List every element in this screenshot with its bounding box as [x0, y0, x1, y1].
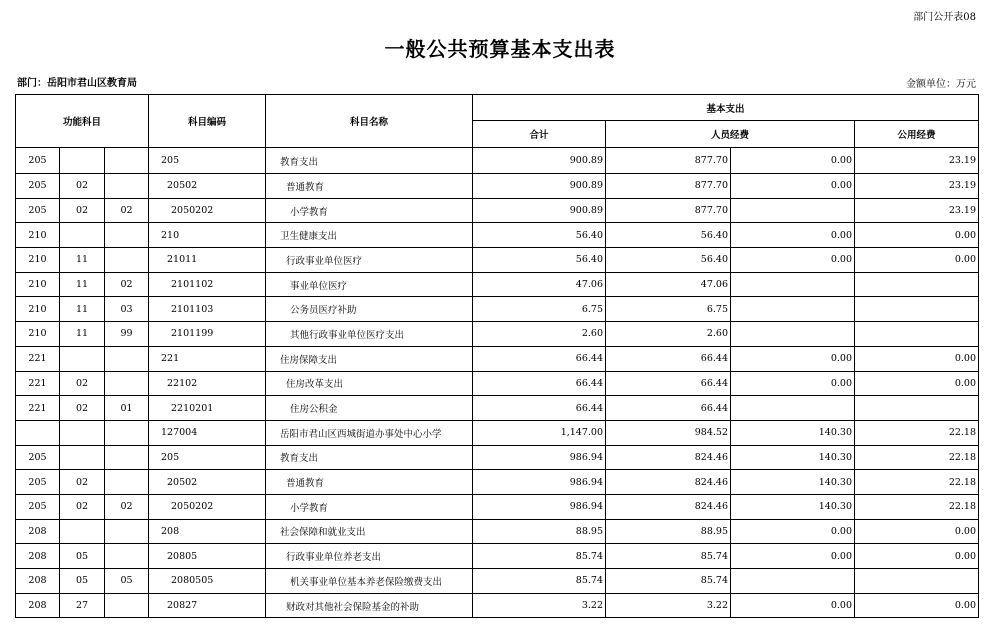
func-class-cell: 205 [16, 445, 60, 470]
personnel-cell: 877.70 [606, 174, 731, 199]
table-row [16, 371, 979, 396]
subject-code-cell: 208 [149, 519, 266, 544]
basic-expenditure-table [15, 94, 979, 618]
subject-name-cell: 住房公积金 [266, 396, 473, 421]
personnel-cell: 88.95 [606, 519, 731, 544]
func-item-cell: 11 [60, 272, 105, 297]
subject-name-cell: 社会保障和就业支出 [266, 519, 473, 544]
personnel-extra-cell: 140.30 [731, 420, 855, 445]
subject-name-cell: 行政事业单位养老支出 [266, 544, 473, 569]
personnel-extra-cell: 140.30 [731, 445, 855, 470]
subject-code-cell: 205 [149, 148, 266, 174]
subject-code-cell: 22102 [149, 371, 266, 396]
func-subitem-cell [105, 148, 149, 174]
subject-code-cell: 2210201 [149, 396, 266, 421]
func-class-cell: 210 [16, 297, 60, 322]
total-cell: 85.74 [473, 544, 606, 569]
total-cell: 3.22 [473, 593, 606, 618]
subject-name-cell: 小学教育 [266, 198, 473, 223]
func-item-cell: 02 [60, 198, 105, 223]
department-label: 部门：岳阳市君山区教育局 [17, 78, 137, 89]
func-item-cell [60, 420, 105, 445]
subject-name-cell: 财政对其他社会保险基金的补助 [266, 593, 473, 618]
func-class-cell: 205 [16, 470, 60, 495]
func-subitem-cell: 05 [105, 569, 149, 594]
total-cell: 56.40 [473, 248, 606, 273]
subject-name-cell: 普通教育 [266, 470, 473, 495]
func-item-cell: 27 [60, 593, 105, 618]
func-item-cell: 11 [60, 248, 105, 273]
subject-code-cell: 210 [149, 223, 266, 248]
header-public: 公用经费 [855, 121, 979, 148]
func-subitem-cell [105, 346, 149, 371]
func-subitem-cell [105, 223, 149, 248]
header-basic-expense: 基本支出 [473, 95, 979, 121]
total-cell: 900.89 [473, 148, 606, 174]
subject-code-cell: 127004 [149, 420, 266, 445]
personnel-cell: 824.46 [606, 494, 731, 519]
func-item-cell [60, 519, 105, 544]
subject-name-cell: 住房保障支出 [266, 346, 473, 371]
func-item-cell [60, 445, 105, 470]
personnel-extra-cell [731, 198, 855, 223]
table-row [16, 494, 979, 519]
subject-code-cell: 2101102 [149, 272, 266, 297]
table-row [16, 297, 979, 322]
personnel-cell: 56.40 [606, 248, 731, 273]
func-subitem-cell: 03 [105, 297, 149, 322]
subject-code-cell: 2101199 [149, 322, 266, 347]
func-item-cell: 02 [60, 396, 105, 421]
table-row [16, 593, 979, 618]
header-subject-name: 科目名称 [266, 95, 473, 148]
personnel-cell: 66.44 [606, 396, 731, 421]
func-subitem-cell: 02 [105, 494, 149, 519]
subject-code-cell: 2080505 [149, 569, 266, 594]
table-row [16, 272, 979, 297]
personnel-extra-cell: 0.00 [731, 519, 855, 544]
public-expense-cell: 22.18 [855, 445, 979, 470]
func-item-cell: 02 [60, 371, 105, 396]
table-row [16, 198, 979, 223]
public-expense-cell [855, 322, 979, 347]
func-subitem-cell [105, 470, 149, 495]
func-class-cell: 221 [16, 346, 60, 371]
table-row [16, 346, 979, 371]
table-row [16, 445, 979, 470]
subject-name-cell: 岳阳市君山区西城街道办事处中心小学 [266, 420, 473, 445]
func-subitem-cell: 01 [105, 396, 149, 421]
subject-code-cell: 20805 [149, 544, 266, 569]
header-func-subject: 功能科目 [16, 95, 149, 148]
func-class-cell: 210 [16, 322, 60, 347]
public-expense-cell: 0.00 [855, 544, 979, 569]
personnel-extra-cell [731, 396, 855, 421]
subject-name-cell: 公务员医疗补助 [266, 297, 473, 322]
subject-code-cell: 2050202 [149, 198, 266, 223]
personnel-cell: 47.06 [606, 272, 731, 297]
personnel-extra-cell: 0.00 [731, 593, 855, 618]
public-expense-cell: 22.18 [855, 470, 979, 495]
subject-code-cell: 205 [149, 445, 266, 470]
total-cell: 986.94 [473, 494, 606, 519]
func-item-cell: 05 [60, 569, 105, 594]
total-cell: 47.06 [473, 272, 606, 297]
subject-code-cell: 20502 [149, 174, 266, 199]
table-body [16, 148, 979, 618]
func-subitem-cell: 99 [105, 322, 149, 347]
public-expense-cell [855, 272, 979, 297]
header-personnel: 人员经费 [606, 121, 855, 148]
total-cell: 66.44 [473, 371, 606, 396]
func-item-cell [60, 148, 105, 174]
func-item-cell: 02 [60, 174, 105, 199]
func-subitem-cell: 02 [105, 272, 149, 297]
subject-name-cell: 教育支出 [266, 148, 473, 174]
table-row [16, 544, 979, 569]
func-subitem-cell: 02 [105, 198, 149, 223]
total-cell: 900.89 [473, 198, 606, 223]
func-class-cell [16, 420, 60, 445]
total-cell: 56.40 [473, 223, 606, 248]
func-class-cell: 221 [16, 396, 60, 421]
personnel-cell: 56.40 [606, 223, 731, 248]
personnel-cell: 66.44 [606, 371, 731, 396]
func-item-cell: 02 [60, 470, 105, 495]
personnel-cell: 877.70 [606, 148, 731, 174]
public-expense-cell: 22.18 [855, 494, 979, 519]
func-class-cell: 208 [16, 519, 60, 544]
total-cell: 1,147.00 [473, 420, 606, 445]
func-class-cell: 210 [16, 272, 60, 297]
public-expense-cell [855, 569, 979, 594]
total-cell: 85.74 [473, 569, 606, 594]
func-subitem-cell [105, 544, 149, 569]
total-cell: 66.44 [473, 346, 606, 371]
table-row [16, 420, 979, 445]
func-class-cell: 208 [16, 593, 60, 618]
personnel-cell: 85.74 [606, 544, 731, 569]
public-expense-cell: 23.19 [855, 148, 979, 174]
table-row [16, 396, 979, 421]
func-class-cell: 205 [16, 494, 60, 519]
personnel-extra-cell: 140.30 [731, 494, 855, 519]
personnel-extra-cell: 0.00 [731, 371, 855, 396]
subject-code-cell: 20827 [149, 593, 266, 618]
table-row [16, 174, 979, 199]
func-class-cell: 208 [16, 544, 60, 569]
personnel-cell: 6.75 [606, 297, 731, 322]
form-number: 部门公开表08 [913, 12, 976, 23]
subject-name-cell: 行政事业单位医疗 [266, 248, 473, 273]
func-item-cell: 11 [60, 297, 105, 322]
personnel-extra-cell: 0.00 [731, 223, 855, 248]
subject-code-cell: 21011 [149, 248, 266, 273]
personnel-extra-cell [731, 272, 855, 297]
personnel-cell: 824.46 [606, 470, 731, 495]
total-cell: 2.60 [473, 322, 606, 347]
personnel-extra-cell [731, 322, 855, 347]
public-expense-cell: 0.00 [855, 223, 979, 248]
func-class-cell: 205 [16, 174, 60, 199]
header-total: 合计 [473, 121, 606, 148]
table-row [16, 148, 979, 174]
func-item-cell: 11 [60, 322, 105, 347]
personnel-extra-cell: 0.00 [731, 148, 855, 174]
public-expense-cell: 23.19 [855, 174, 979, 199]
subject-name-cell: 其他行政事业单位医疗支出 [266, 322, 473, 347]
func-class-cell: 221 [16, 371, 60, 396]
personnel-cell: 877.70 [606, 198, 731, 223]
personnel-extra-cell: 0.00 [731, 174, 855, 199]
personnel-cell: 824.46 [606, 445, 731, 470]
func-class-cell: 210 [16, 248, 60, 273]
func-subitem-cell [105, 420, 149, 445]
personnel-extra-cell: 0.00 [731, 544, 855, 569]
subject-name-cell: 小学教育 [266, 494, 473, 519]
amount-unit-label: 金额单位：万元 [906, 79, 976, 90]
subject-name-cell: 住房改革支出 [266, 371, 473, 396]
personnel-extra-cell: 0.00 [731, 346, 855, 371]
total-cell: 986.94 [473, 445, 606, 470]
subject-name-cell: 卫生健康支出 [266, 223, 473, 248]
personnel-cell: 3.22 [606, 593, 731, 618]
page-title: 一般公共预算基本支出表 [384, 37, 616, 61]
func-subitem-cell [105, 593, 149, 618]
subject-code-cell: 221 [149, 346, 266, 371]
total-cell: 900.89 [473, 174, 606, 199]
personnel-cell: 85.74 [606, 569, 731, 594]
public-expense-cell [855, 396, 979, 421]
table-row [16, 322, 979, 347]
func-class-cell: 210 [16, 223, 60, 248]
func-subitem-cell [105, 174, 149, 199]
total-cell: 6.75 [473, 297, 606, 322]
public-expense-cell: 0.00 [855, 593, 979, 618]
subject-name-cell: 事业单位医疗 [266, 272, 473, 297]
personnel-cell: 984.52 [606, 420, 731, 445]
func-subitem-cell [105, 248, 149, 273]
public-expense-cell [855, 297, 979, 322]
public-expense-cell: 23.19 [855, 198, 979, 223]
subject-code-cell: 2101103 [149, 297, 266, 322]
subject-name-cell: 机关事业单位基本养老保险缴费支出 [266, 569, 473, 594]
subject-name-cell: 普通教育 [266, 174, 473, 199]
func-class-cell: 205 [16, 148, 60, 174]
subject-code-cell: 2050202 [149, 494, 266, 519]
func-subitem-cell [105, 445, 149, 470]
func-subitem-cell [105, 371, 149, 396]
total-cell: 88.95 [473, 519, 606, 544]
subject-name-cell: 教育支出 [266, 445, 473, 470]
personnel-cell: 2.60 [606, 322, 731, 347]
subject-code-cell: 20502 [149, 470, 266, 495]
personnel-extra-cell [731, 569, 855, 594]
func-class-cell: 208 [16, 569, 60, 594]
func-item-cell: 02 [60, 494, 105, 519]
func-class-cell: 205 [16, 198, 60, 223]
func-item-cell: 05 [60, 544, 105, 569]
table-row [16, 470, 979, 495]
personnel-extra-cell: 0.00 [731, 248, 855, 273]
personnel-extra-cell [731, 297, 855, 322]
total-cell: 66.44 [473, 396, 606, 421]
personnel-extra-cell: 140.30 [731, 470, 855, 495]
total-cell: 986.94 [473, 470, 606, 495]
public-expense-cell: 22.18 [855, 420, 979, 445]
public-expense-cell: 0.00 [855, 519, 979, 544]
table-row [16, 223, 979, 248]
public-expense-cell: 0.00 [855, 248, 979, 273]
personnel-cell: 66.44 [606, 346, 731, 371]
func-item-cell [60, 346, 105, 371]
header-subject-code: 科目编码 [149, 95, 266, 148]
public-expense-cell: 0.00 [855, 346, 979, 371]
func-item-cell [60, 223, 105, 248]
table-row [16, 519, 979, 544]
table-row [16, 248, 979, 273]
table-row [16, 569, 979, 594]
public-expense-cell: 0.00 [855, 371, 979, 396]
func-subitem-cell [105, 519, 149, 544]
